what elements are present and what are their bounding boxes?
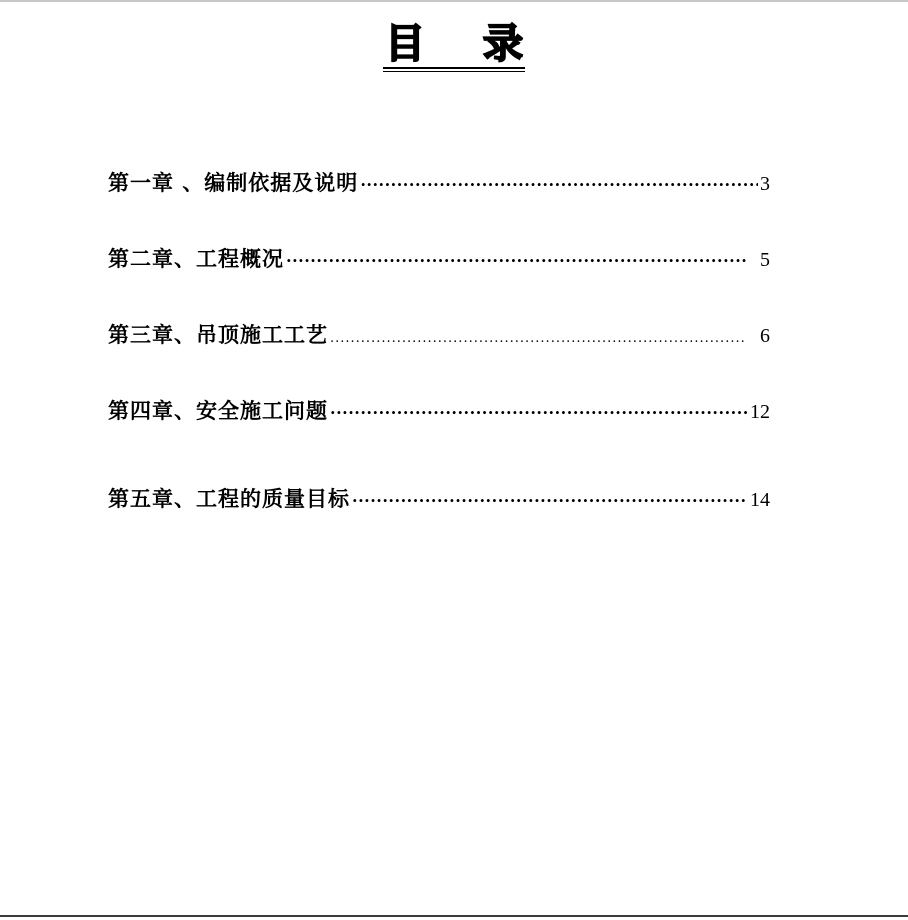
toc-entry-chapter-4[interactable] (108, 396, 770, 426)
toc-entry-chapter-3[interactable] (108, 320, 770, 350)
toc-title (0, 22, 908, 72)
dot-leader (330, 324, 746, 350)
dot-leader (360, 170, 758, 198)
toc-entry-heading: 第三章、吊顶施工工艺 (108, 322, 328, 347)
toc-entry-page-number: 12 (750, 401, 770, 423)
toc-entry-chapter-2[interactable] (108, 244, 770, 274)
toc-title-text (383, 22, 525, 72)
toc-entry-heading: 第一章 、编制依据及说明 (108, 170, 359, 195)
toc-entry-chapter-5[interactable] (108, 484, 770, 514)
dot-leader (330, 398, 748, 426)
toc-entry-page-number: 5 (760, 249, 770, 271)
toc-entry-heading: 第四章、安全施工问题 (108, 398, 328, 423)
toc-title-char-2: 录 (483, 21, 523, 67)
toc-entry-page-number: 6 (760, 325, 770, 347)
toc-entry-heading: 第二章、工程概况 (108, 246, 284, 271)
toc-entry-page-number: 3 (760, 173, 770, 195)
title-underline (383, 67, 525, 72)
toc-entry-page-number: 14 (750, 489, 770, 511)
dot-leader (286, 246, 746, 274)
toc-entry-heading: 第五章、工程的质量目标 (108, 486, 350, 511)
top-border (0, 0, 908, 2)
toc-entry-chapter-1[interactable] (108, 168, 770, 198)
dot-leader (352, 486, 748, 514)
bottom-border (0, 915, 908, 917)
toc-title-char-1: 目 (385, 21, 425, 67)
